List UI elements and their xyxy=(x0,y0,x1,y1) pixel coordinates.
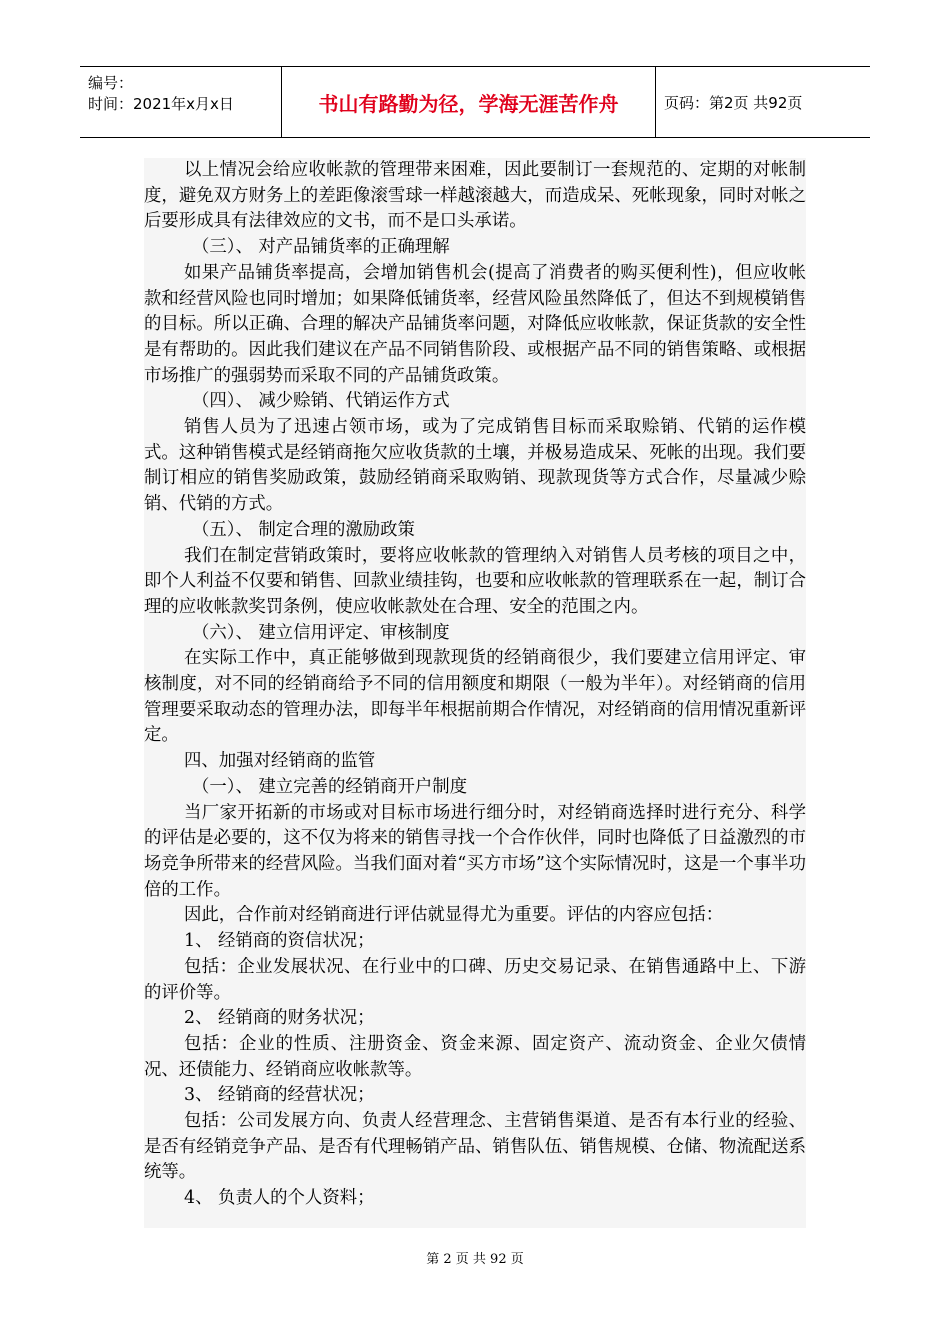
body-paragraph: 销售人员为了迅速占领市场，或为了完成销售目标而采取赊销、代销的运作模式。这种销售模式是经销商拖欠应收货款的土壤，并极易造成呆、死帐的出现。我们要制订相应的销售奖励政策，鼓励经销商采取购销、现款现货等方式合作，尽量减少赊销、代销的方式。 xyxy=(144,417,806,515)
body-paragraph: 当厂家开拓新的市场或对目标市场进行细分时，对经销商选择时进行充分、科学的评估是必要的，这不仅为将来的销售寻找一个合作伙伴，同时也降低了日益激烈的市场竞争所带来的经营风险。当我们面对着“买方市场”这个实际情况时，这是一个事半功倍的工作。 xyxy=(144,802,806,900)
section-heading: （五）、 制定合理的激励政策 xyxy=(192,519,415,540)
header-motto-cell xyxy=(282,67,656,137)
serial-number-label: 编号： xyxy=(88,74,134,92)
body-paragraph: 包括：公司发展方向、负责人经营理念、主营销售渠道、是否有本行业的经验、是否有经销竞争产品、是否有代理畅销产品、销售队伍、销售规模、仓储、物流配送系统等。 xyxy=(144,1111,806,1183)
body-paragraph: 在实际工作中，真正能够做到现款现货的经销商很少，我们要建立信用评定、审核制度，对不同的经销商给予不同的信用额度和期限（一般为半年）。对经销商的信用管理要采取动态的管理办法，即每半年根据前期合作情况，对经销商的信用情况重新评定。 xyxy=(144,648,806,746)
motto-text: 书山有路勤为径，学海无涯苦作舟 xyxy=(318,91,619,116)
list-item: 4、 负责人的个人资料； xyxy=(184,1188,375,1209)
list-item: 四、加强对经销商的监管 xyxy=(184,751,376,772)
page-info: 页码：第2页 共92页 xyxy=(664,93,803,112)
header-left-cell xyxy=(80,67,282,137)
body-paragraph: 我们在制定营销政策时，要将应收帐款的管理纳入对销售人员考核的项目之中，即个人利益不仅要和销售、回款业绩挂钩，也要和应收帐款的管理联系在一起，制订合理的应收帐款奖罚条例，使应收帐款处在合理、安全的范围之内。 xyxy=(144,545,806,617)
header-page-cell xyxy=(656,67,870,137)
section-heading: （四）、 减少赊销、代销运作方式 xyxy=(192,391,450,412)
section-heading: （三）、 对产品铺货率的正确理解 xyxy=(192,237,450,258)
body-paragraph: 以上情况会给应收帐款的管理带来困难，因此要制订一套规范的、定期的对帐制度，避免双方财务上的差距像滚雪球一样越滚越大，而造成呆、死帐现象，同时对帐之后要形成具有法律效应的文书，而不是口头承诺。 xyxy=(144,160,806,232)
section-heading: （六）、 建立信用评定、审核制度 xyxy=(192,622,450,643)
body-paragraph: 因此，合作前对经销商进行评估就显得尤为重要。评估的内容应包括： xyxy=(184,905,724,926)
page-footer xyxy=(0,1248,950,1267)
body-paragraph: 包括：企业发展状况、在行业中的口碑、历史交易记录、在销售通路中上、下游的评价等。 xyxy=(144,956,806,1003)
section-heading: （一）、 建立完善的经销商开户制度 xyxy=(192,776,468,797)
list-item: 2、 经销商的财务状况； xyxy=(184,1008,375,1029)
body-paragraph: 包括：企业的性质、注册资金、资金来源、固定资产、流动资金、企业欠债情况、还债能力、经销商应收帐款等。 xyxy=(144,1033,806,1080)
time-label: 时间：2021年x月x日 xyxy=(88,95,234,113)
page-header xyxy=(80,66,870,138)
document-body xyxy=(144,158,806,1228)
list-item: 3、 经销商的经营状况； xyxy=(184,1085,375,1106)
list-item: 1、 经销商的资信状况； xyxy=(184,931,375,952)
body-paragraph: 如果产品铺货率提高，会增加销售机会(提高了消费者的购买便利性)，但应收帐款和经营风险也同时增加；如果降低铺货率，经营风险虽然降低了，但达不到规模销售的目标。所以正确、合理的解决产品铺货率问题，对降低应收帐款，保证货款的安全性是有帮助的。因此我们建议在产品不同销售阶段、或根据产品不同的销售策略、或根据市场推广的强弱势而采取不同的产品铺货政策。 xyxy=(144,262,806,386)
footer-page-number: 第 2 页 共 92 页 xyxy=(426,1252,524,1267)
